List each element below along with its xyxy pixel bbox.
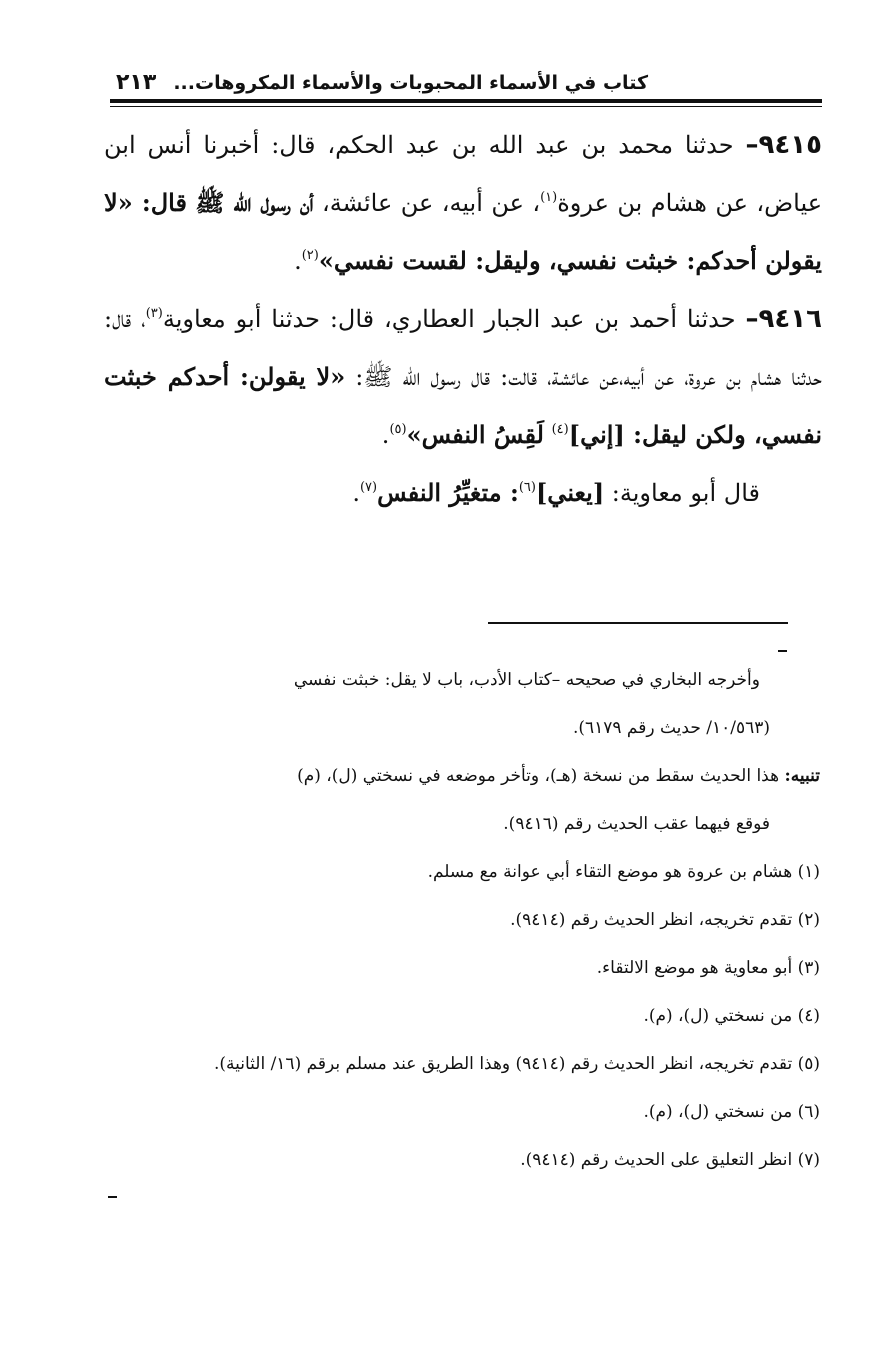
footnote-item-5: (٥) تقدم تخريجه، انظر الحديث رقم (٩٤١٤) وهذا الطريق عند مسلم برقم (١٦/ الثانية).	[213, 1054, 820, 1074]
footnote-item-6: (٦) من نسختي (ل)، (م).	[643, 1102, 820, 1122]
period: .	[381, 421, 390, 449]
hadith-number: ٩٤١٥	[758, 130, 822, 160]
hadith-9415-line2b: ، عن أبيه، عن عائشة،	[313, 189, 541, 217]
hadith-dash: –	[745, 130, 759, 160]
footnote-continued-line1: وأخرجه البخاري في صحيحه –كتاب الأدب، باب لا يقل: خبثت نفسي	[293, 670, 760, 690]
hadith-9416-line2b: ، قال: حدثنا هشام بن عروة، عن أبيه،عن عائشة، قالت: قال	[104, 305, 822, 391]
footnote-item-2: (٢) تقدم تخريجه، انظر الحديث رقم (٩٤١٤).	[510, 910, 820, 930]
hadith-9415-isnad-end: أن رسول الله ﷺ	[195, 188, 314, 217]
hadith-9416-line1: حدثنا أحمد بن عبد الجبار العطاري، قال: حدثنا	[271, 305, 736, 333]
hadith-9415-matn: «لا يقولن أحدكم: خبثت نفسي، وليقل: لقست نفسي»	[104, 188, 822, 275]
footnote-ref-1[interactable]: (١)	[540, 190, 558, 205]
footnote-continued-line2: (١٠/٥٦٣/ حديث رقم ٦١٧٩).	[572, 718, 770, 738]
period: .	[352, 479, 360, 507]
footnote-note	[104, 752, 820, 800]
hadith-9415-line2a: ابن عياض، عن هشام بن عروة	[104, 131, 823, 217]
main-text	[104, 116, 822, 522]
hadith-9416	[104, 290, 822, 464]
footnote-item-4: (٤) من نسختي (ل)، (م).	[643, 1006, 820, 1026]
hadith-9416-line2a: أبو معاوية	[162, 305, 262, 333]
footnotes	[104, 656, 820, 1184]
note-label: تنبيه:	[784, 766, 820, 786]
page-number: ٢١٣	[116, 70, 157, 95]
header-rule-thick	[110, 99, 822, 103]
hadith-dash: –	[745, 304, 759, 334]
footnote-item-1: (١) هشام بن عروة هو موضع التقاء أبي عوانة مع مسلم.	[427, 862, 820, 882]
hadith-9416-matn-end: لَقِسُ النفس»	[406, 420, 544, 449]
continuation-mark	[778, 650, 787, 652]
footnote-item-7: (٧) انظر التعليق على الحديث رقم (٩٤١٤).	[520, 1150, 820, 1170]
comment-meaning: : متغيِّرُ النفس	[377, 478, 519, 507]
hadith-9416-matn: «لا يقولن: أحدكم خبثت نفسي، ولكن ليقل: [إني]	[104, 362, 822, 449]
comment-bracket: [يعني]	[535, 478, 605, 507]
footnote-note-line2: فوقع فيهما عقب الحديث رقم (٩٤١٦).	[503, 814, 770, 834]
footnote-ref-6[interactable]: (٦)	[518, 480, 536, 495]
footnote-ref-3[interactable]: (٣)	[145, 306, 163, 321]
page-end-mark	[108, 1196, 117, 1198]
footnote-ref-5[interactable]: (٥)	[389, 422, 407, 437]
period: .	[294, 247, 302, 275]
hadith-number: ٩٤١٦	[758, 304, 822, 334]
footnote-ref-7[interactable]: (٧)	[359, 480, 378, 495]
abu-muawiya-comment	[104, 464, 822, 522]
page-header	[110, 68, 822, 98]
footnote-ref-4[interactable]: (٤)	[551, 422, 569, 437]
comment-intro: قال أبو معاوية:	[604, 479, 760, 507]
footnote-ref-2[interactable]: (٢)	[301, 248, 319, 263]
footnote-separator	[488, 622, 788, 624]
header-rule-thin	[110, 106, 822, 107]
note-line1: هذا الحديث سقط من نسخة (هـ)، وتأخر موضعه في نسختي (ل)، (م)	[297, 766, 785, 786]
running-title: كتاب في الأسماء المحبوبات والأسماء المكروهات...	[173, 72, 648, 94]
hadith-9416-line3a: رسول الله ﷺ:	[345, 363, 461, 391]
hadith-9415-qal: قال:	[132, 188, 187, 217]
footnote-item-3: (٣) أبو معاوية هو موضع الالتقاء.	[596, 958, 820, 978]
hadith-9415	[104, 116, 822, 290]
hadith-9415-line1: حدثنا محمد بن عبد الله بن عبد الحكم، قال: أخبرنا أنس	[147, 131, 734, 159]
